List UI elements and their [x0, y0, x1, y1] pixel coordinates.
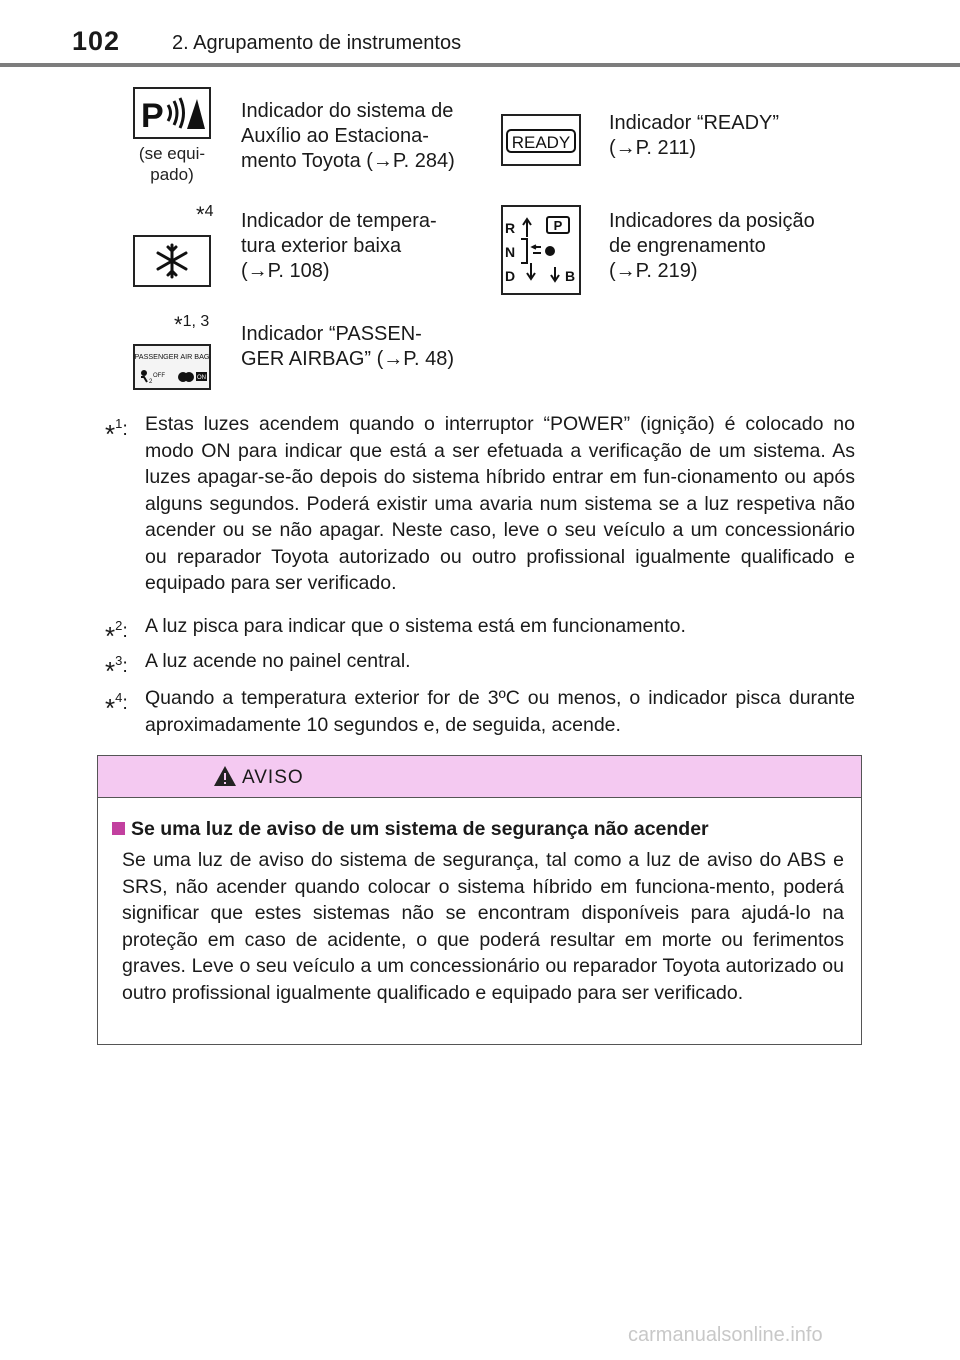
svg-text:P: P [141, 97, 164, 135]
svg-text:ON: ON [197, 375, 206, 381]
section-title: 2. Agrupamento de instrumentos [172, 32, 462, 54]
optional-equipment-caption: (se equi- pado) [138, 144, 206, 184]
footnote-3 [105, 648, 855, 686]
warning-body: Se uma luz de aviso do sistema de segurança, tal como a luz de aviso do ABS e SRS, não acender quando colocar o sistema híbrido em funciona-mento, poderá significar que estes sistemas não se encontram disponíveis para ajudá-lo na proteção em caso de acidente, o que poderá resultar em morte ou ferimentos graves. Leve o seu veículo a um concessionário ou reparador Toyota autorizado ou outro profissional igualmente qualificado e equipado para ser verificado. [122, 849, 844, 1004]
footnote-ref-4: *4 [196, 202, 214, 227]
footnote-1-text: Estas luzes acendem quando o interruptor “POWER” (ignição) é colocado no modo ON para indicar que está a ser efetuada a verificação de um sistema. As luzes apagar-se-ão depois do sistema híbrido entrar em fun-cionamento ou após alguns segundos. Poderá existir uma avaria num sistema se a luz respetiva não acender ou se não apagar. Neste caso, leve o seu veículo a um concessionário ou reparador Toyota autorizado ou outro profissional igualmente qualificado e equipado para ser verificado. [145, 413, 855, 594]
svg-text:OFF: OFF [153, 373, 165, 379]
shift-position-text: Indicadores da posição de engrenamento (→P. 219) [609, 210, 815, 282]
gear-p-label: P [553, 218, 563, 233]
svg-text:2: 2 [149, 379, 153, 385]
footnote-2 [105, 613, 855, 651]
parking-assist-text: Indicador do sistema de Auxílio ao Estaciona- mento Toyota (→P. 284) [241, 100, 455, 172]
warning-subheading: Se uma luz de aviso de um sistema de segurança não acender [112, 818, 709, 841]
gear-r-label: R [505, 220, 516, 236]
footnote-4 [105, 685, 855, 738]
parking-assist-icon [133, 87, 211, 139]
footnote-4-label: *$^4$: [105, 690, 128, 723]
footnote-3-label: *$^3$: [105, 653, 128, 686]
page-number: 102 [72, 26, 121, 56]
footnote-1-label: *$^1$: [105, 416, 128, 449]
footnote-3-text: A luz acende no painel central. [145, 650, 411, 672]
watermark: carmanualsonline.info [628, 1324, 823, 1346]
snowflake-icon [133, 235, 211, 287]
footnote-2-text: A luz pisca para indicar que o sistema está em funcionamento. [145, 615, 686, 637]
warning-triangle-icon [213, 764, 237, 788]
gear-b-label: B [565, 268, 576, 284]
footnote-4-text: Quando a temperatura exterior for de 3ºC ou menos, o indicador pisca durante aproximadamente 10 segundos e, de seguida, acende. [145, 687, 855, 736]
bullet-square-icon [112, 822, 125, 835]
shift-position-icon [501, 205, 581, 295]
footnote-ref-1-3: *1, 3 [174, 312, 210, 337]
footnote-1 [105, 411, 855, 597]
low-temp-text: Indicador de tempera- tura exterior baixa (→P. 108) [241, 210, 437, 282]
passenger-airbag-text: Indicador “PASSEN- GER AIRBAG” (→P. 48) [241, 323, 455, 370]
warning-title: AVISO [242, 767, 304, 788]
page-header [0, 0, 960, 66]
ready-indicator-text: Indicador “READY” (→P. 211) [609, 112, 780, 159]
warning-box [97, 755, 862, 1045]
footnote-2-label: *$^2$: [105, 618, 128, 651]
ready-icon-label: READY [511, 133, 571, 152]
ready-indicator-icon [501, 114, 581, 166]
warning-header [98, 756, 861, 798]
gear-d-label: D [505, 268, 516, 284]
gear-n-label: N [505, 244, 516, 260]
header-rule [0, 63, 960, 67]
passenger-airbag-icon [133, 344, 211, 390]
airbag-icon-label: PASSENGER AIR BAG [135, 352, 209, 361]
